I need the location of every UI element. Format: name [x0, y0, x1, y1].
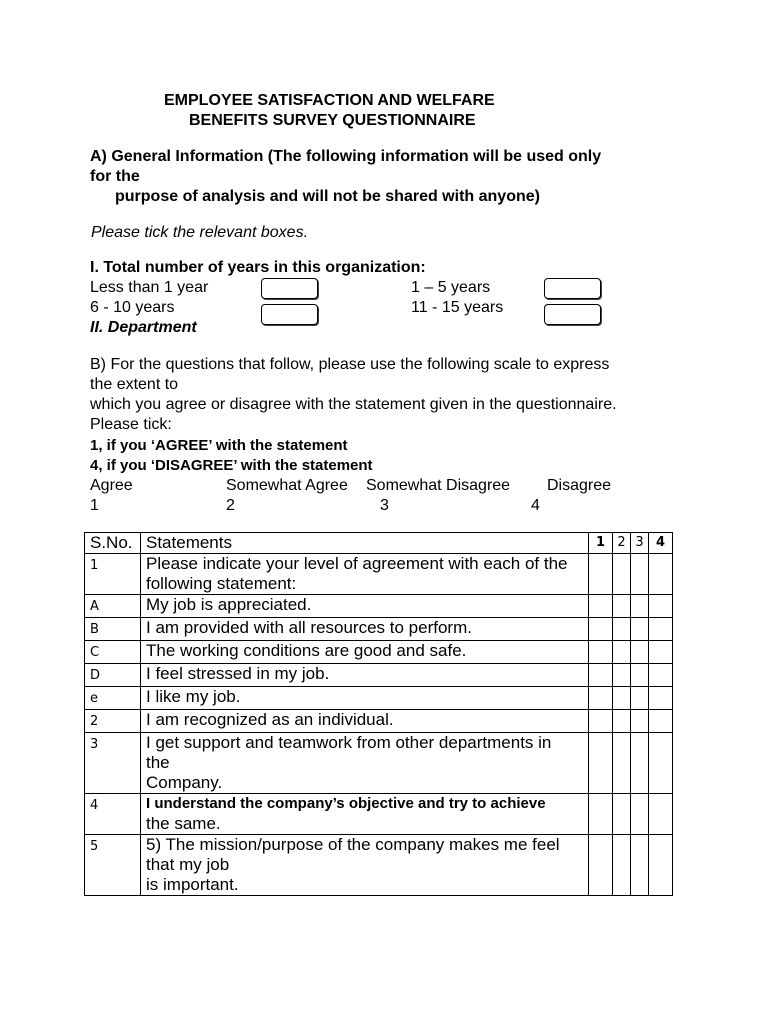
table-row [85, 641, 673, 664]
row-sno: A [85, 595, 141, 618]
scale-label-agree: Agree [90, 477, 133, 494]
rating-cell-2[interactable] [613, 794, 631, 835]
scale-number-3: 3 [380, 497, 389, 514]
tick-instruction: Please tick the relevant boxes. [91, 224, 309, 241]
rating-cell-3[interactable] [631, 710, 649, 733]
table-row [85, 554, 673, 595]
row-statement [141, 618, 589, 641]
section-a-heading-2: for the [90, 168, 140, 185]
rating-cell-1[interactable] [589, 835, 613, 896]
header-scale-1: 1 [589, 533, 613, 554]
rating-cell-1[interactable] [589, 687, 613, 710]
row-sno: C [85, 641, 141, 664]
rating-cell-4[interactable] [649, 641, 673, 664]
rating-cell-4[interactable] [649, 595, 673, 618]
rating-cell-1[interactable] [589, 710, 613, 733]
section-b-line-1: B) For the questions that follow, please use the following scale to express [90, 356, 610, 373]
rating-cell-1[interactable] [589, 618, 613, 641]
rating-cell-1[interactable] [589, 641, 613, 664]
header-scale-2: 2 [613, 533, 631, 554]
rating-cell-4[interactable] [649, 554, 673, 595]
header-scale-4: 4 [649, 533, 673, 554]
years-heading: I. Total number of years in this organization: [90, 259, 426, 276]
row-sno: 2 [85, 710, 141, 733]
statement-line: I like my job. [146, 687, 241, 706]
statement-line: I am provided with all resources to perform. [146, 618, 472, 637]
statement-line: 5) The mission/purpose of the company makes me feel [146, 835, 560, 854]
rating-cell-3[interactable] [631, 835, 649, 896]
table-row [85, 687, 673, 710]
rating-cell-2[interactable] [613, 554, 631, 595]
rating-cell-4[interactable] [649, 687, 673, 710]
section-b-line-3: which you agree or disagree with the statement given in the questionnaire. [90, 396, 617, 413]
rating-cell-1[interactable] [589, 733, 613, 794]
department-heading: II. Department [90, 319, 197, 336]
row-statement [141, 554, 589, 595]
table-row [85, 595, 673, 618]
rating-cell-1[interactable] [589, 794, 613, 835]
rating-cell-3[interactable] [631, 641, 649, 664]
statement-line: is important. [146, 875, 239, 894]
rating-cell-2[interactable] [613, 595, 631, 618]
rating-cell-3[interactable] [631, 618, 649, 641]
rating-cell-2[interactable] [613, 664, 631, 687]
statement-line: I am recognized as an individual. [146, 710, 394, 729]
statement-line: Company. [146, 773, 223, 792]
rating-cell-4[interactable] [649, 794, 673, 835]
statement-line: I understand the company’s objective and try to achieve [146, 795, 546, 812]
rating-cell-2[interactable] [613, 618, 631, 641]
table-row [85, 733, 673, 794]
row-sno: B [85, 618, 141, 641]
row-statement [141, 794, 589, 835]
years-option-11-15: 11 - 15 years [411, 299, 504, 316]
table-row [85, 664, 673, 687]
checkbox-less-than-1-year[interactable] [261, 278, 318, 299]
rating-cell-2[interactable] [613, 687, 631, 710]
rating-cell-1[interactable] [589, 664, 613, 687]
section-a-heading-3: purpose of analysis and will not be shared with anyone) [115, 188, 540, 205]
rating-cell-3[interactable] [631, 664, 649, 687]
statement-line: following statement: [146, 574, 297, 593]
row-sno: D [85, 664, 141, 687]
table-row [85, 710, 673, 733]
rating-cell-2[interactable] [613, 733, 631, 794]
rating-cell-1[interactable] [589, 554, 613, 595]
section-b-line-2: the extent to [90, 376, 179, 393]
title-line-1: EMPLOYEE SATISFACTION AND WELFARE [164, 92, 495, 109]
checkbox-6-10-years[interactable] [261, 304, 318, 325]
row-statement [141, 835, 589, 896]
table-header-row [85, 533, 673, 554]
statement-line: I get support and teamwork from other departments in [146, 733, 552, 752]
row-statement [141, 641, 589, 664]
row-sno: 4 [85, 794, 141, 835]
row-statement [141, 710, 589, 733]
statement-line: Please indicate your level of agreement with each of the [146, 554, 568, 573]
section-b-line-4: Please tick: [90, 416, 172, 433]
scale-label-somewhat-disagree: Somewhat Disagree [366, 477, 511, 494]
header-scale-3: 3 [631, 533, 649, 554]
statement-line: the [146, 753, 170, 772]
checkbox-11-15-years[interactable] [544, 304, 601, 325]
rating-cell-3[interactable] [631, 687, 649, 710]
scale-label-disagree: Disagree [547, 477, 612, 494]
checkbox-1-5-years[interactable] [544, 278, 601, 299]
title-line-2: BENEFITS SURVEY QUESTIONNAIRE [189, 112, 476, 129]
statement-line: The working conditions are good and safe. [146, 641, 467, 660]
scale-rule-agree: 1, if you ‘AGREE’ with the statement [90, 437, 348, 454]
row-statement [141, 595, 589, 618]
years-option-1-5: 1 – 5 years [411, 279, 491, 296]
rating-cell-3[interactable] [631, 595, 649, 618]
scale-rule-disagree: 4, if you ‘DISAGREE’ with the statement [90, 457, 373, 474]
row-sno: 1 [85, 554, 141, 595]
rating-cell-4[interactable] [649, 835, 673, 896]
section-a-heading-1: A) General Information (The following information will be used only [90, 148, 602, 165]
rating-cell-2[interactable] [613, 641, 631, 664]
row-sno: 5 [85, 835, 141, 896]
rating-cell-3[interactable] [631, 733, 649, 794]
table-row [85, 618, 673, 641]
header-sno: S.No. [85, 533, 141, 554]
statement-line: the same. [146, 814, 221, 833]
survey-table [84, 532, 673, 896]
statement-line: My job is appreciated. [146, 595, 312, 614]
rating-cell-3[interactable] [631, 554, 649, 595]
row-statement [141, 687, 589, 710]
rating-cell-2[interactable] [613, 710, 631, 733]
years-option-less-1: Less than 1 year [90, 279, 209, 296]
header-statements: Statements [141, 533, 589, 554]
scale-number-1: 1 [90, 497, 99, 514]
statement-line: that my job [146, 855, 230, 874]
years-option-6-10: 6 - 10 years [90, 299, 175, 316]
row-sno: e [85, 687, 141, 710]
statement-line: I feel stressed in my job. [146, 664, 330, 683]
table-row [85, 794, 673, 835]
scale-number-4: 4 [531, 497, 540, 514]
rating-cell-3[interactable] [631, 794, 649, 835]
rating-cell-4[interactable] [649, 710, 673, 733]
rating-cell-1[interactable] [589, 595, 613, 618]
scale-label-somewhat-agree: Somewhat Agree [226, 477, 348, 494]
rating-cell-2[interactable] [613, 835, 631, 896]
table-row [85, 835, 673, 896]
rating-cell-4[interactable] [649, 618, 673, 641]
row-statement [141, 664, 589, 687]
row-statement [141, 733, 589, 794]
scale-number-2: 2 [226, 497, 235, 514]
rating-cell-4[interactable] [649, 733, 673, 794]
row-sno: 3 [85, 733, 141, 794]
rating-cell-4[interactable] [649, 664, 673, 687]
